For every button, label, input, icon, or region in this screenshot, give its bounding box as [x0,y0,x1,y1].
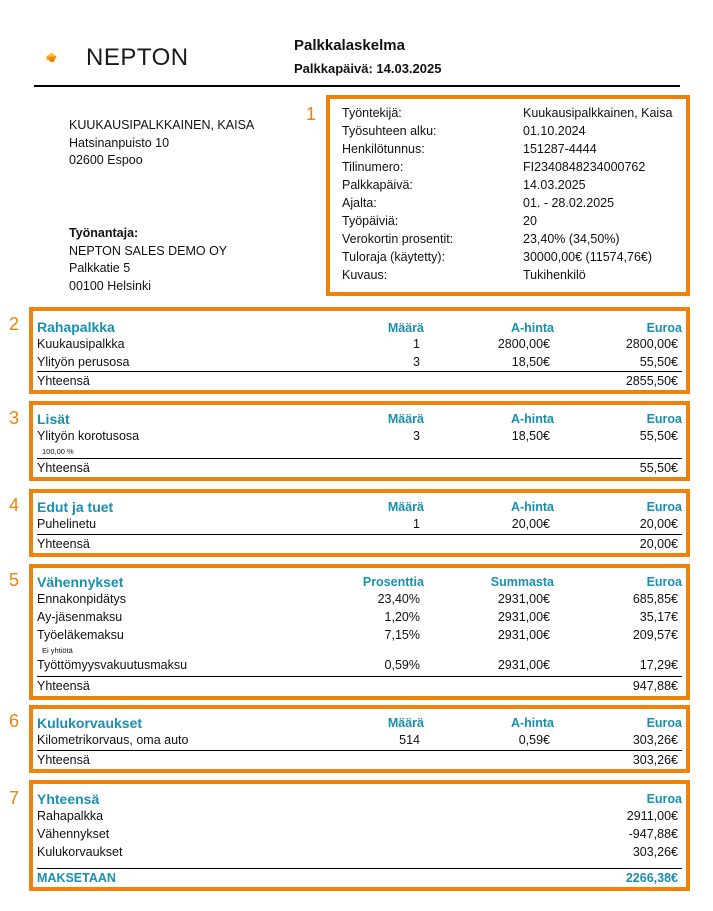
section-total [37,676,682,695]
row-amount: -947,88€ [628,827,678,841]
info-key: Työntekijä: [342,106,402,120]
row-percent: 7,15% [384,628,420,642]
col-header-unit-price: A-hinta [510,500,554,514]
net-pay-amount: 2266,38€ [625,871,678,885]
row-quantity: 1 [413,517,420,531]
row-label: Kulukorvaukset [37,845,123,859]
info-key: Työsuhteen alku: [342,124,437,138]
table-row [37,658,682,676]
row-label: Rahapalkka [37,809,104,823]
info-row [342,142,682,160]
row-label: Kuukausipalkka [37,337,125,351]
summary-row [37,809,682,827]
info-key: Henkilötunnus: [342,142,425,156]
row-amount: 20,00€ [639,517,678,531]
section-title: Lisät [37,411,70,427]
section-header [37,572,682,592]
summary-row [37,845,682,863]
section-title: Vähennykset [37,574,124,590]
section-title: Edut ja tuet [37,499,114,515]
section-title: Kulukorvaukset [37,715,143,731]
section-vahennykset [29,564,690,700]
row-base: 2931,00€ [497,610,550,624]
section-title: Rahapalkka [37,319,115,335]
info-row [342,124,682,142]
section-total [37,750,682,769]
section-edut-ja-tuet [29,489,690,557]
row-base: 2931,00€ [497,658,550,672]
marker-3: 3 [9,408,20,428]
total-label: Yhteensä [37,537,90,551]
table-row [37,610,682,628]
info-value: 151287-4444 [523,142,597,156]
info-row [342,250,682,268]
col-header-base: Summasta [490,575,554,589]
row-unit-price: 18,50€ [511,355,550,369]
employee-street: Hatsinanpuisto 10 [69,135,170,150]
logo-text: NEPTON [86,44,189,71]
nepton-logo [46,38,86,78]
marker-2: 2 [9,314,20,334]
row-label: Työttömyysvakuutusmaksu [37,658,188,672]
marker-4: 4 [9,495,20,515]
row-label: Vähennykset [37,827,110,841]
total-amount: 947,88€ [632,679,678,693]
row-label: Puhelinetu [37,517,97,531]
row-amount: 2800,00€ [625,337,678,351]
row-quantity: 514 [399,733,420,747]
info-row [342,196,682,214]
col-header-euros: Euroa [646,575,682,589]
col-header-euros: Euroa [646,792,682,806]
col-header-euros: Euroa [646,716,682,730]
col-header-unit-price: A-hinta [510,716,554,730]
row-percent: 0,59% [384,658,420,672]
table-row [37,592,682,610]
employee-name: KUUKAUSIPALKKAINEN, KAISA [69,118,255,132]
total-amount: 20,00€ [639,537,678,551]
info-row [342,178,682,196]
summary-row [37,827,682,845]
info-value: 20 [523,214,537,228]
total-amount: 55,50€ [639,461,678,475]
info-row [342,268,682,286]
total-label: Yhteensä [37,374,90,388]
col-header-euros: Euroa [646,500,682,514]
employer-street: Palkkatie 5 [69,261,131,275]
total-label: Yhteensä [37,753,90,767]
marker-1: 1 [306,104,317,124]
col-header-quantity: Määrä [387,716,424,730]
row-label: Kilometrikorvaus, oma auto [37,733,189,747]
section-total [37,371,682,390]
employer-address [69,225,227,295]
row-base: 2931,00€ [497,592,550,606]
col-header-unit-price: A-hinta [510,412,554,426]
row-label: Ylityön korotusosa [37,429,140,443]
table-row [37,517,682,535]
employee-address [69,117,254,170]
info-key: Kuvaus: [342,268,388,282]
info-row [342,214,682,232]
table-row [37,337,682,355]
row-unit-price: 20,00€ [511,517,550,531]
row-amount: 17,29€ [639,658,678,672]
row-amount: 55,50€ [639,429,678,443]
info-row [342,232,682,250]
col-header-quantity: Määrä [387,500,424,514]
info-value: FI2340848234000762 [523,160,646,174]
col-header-quantity: Määrä [387,412,424,426]
info-value: 01. - 28.02.2025 [523,196,615,210]
employee-info-box [326,95,690,296]
section-header [37,713,682,733]
info-key: Ajalta: [342,196,377,210]
pay-date-subtitle: Palkkapäivä: 14.03.2025 [294,61,442,76]
table-row [37,628,682,646]
col-header-euros: Euroa [646,321,682,335]
info-value: 14.03.2025 [523,178,586,192]
section-header [37,315,682,335]
marker-7: 7 [9,788,20,808]
marker-5: 5 [9,570,20,590]
marker-6: 6 [9,711,20,731]
table-row [37,429,682,447]
row-amount: 685,85€ [632,592,678,606]
total-label: Yhteensä [37,461,90,475]
row-amount: 55,50€ [639,355,678,369]
row-amount: 303,26€ [632,845,678,859]
page-title: Palkkalaskelma [294,37,405,54]
info-row [342,160,682,178]
info-key: Työpäiviä: [342,214,399,228]
row-quantity: 3 [413,429,420,443]
row-percent: 23,40% [377,592,420,606]
section-total [37,458,682,477]
logo-dot-4 [53,55,56,58]
employer-label: Työnantaja: [69,226,139,240]
info-value: 23,40% (34,50%) [523,232,620,246]
row-label: Ennakonpidätys [37,592,126,606]
col-header-unit-price: A-hinta [510,321,554,335]
col-header-percent: Prosenttia [362,575,424,589]
row-quantity: 3 [413,355,420,369]
row-amount: 2911,00€ [626,809,678,823]
row-amount: 303,26€ [632,733,678,747]
section-rahapalkka [29,307,690,394]
section-header [37,409,682,429]
table-row [37,733,682,751]
info-value: Kuukausipalkkainen, Kaisa [523,106,673,120]
info-value: 01.10.2024 [523,124,586,138]
row-quantity: 1 [413,337,420,351]
employer-name: NEPTON SALES DEMO OY [69,243,228,258]
section-lisat [29,401,690,481]
row-percent: 1,20% [384,610,420,624]
section-total [37,534,682,553]
info-key: Tilinumero: [342,160,404,174]
section-title: Yhteensä [37,791,100,807]
net-pay-label: MAKSETAAN [37,871,116,885]
employee-city: 02600 Espoo [69,153,143,167]
row-unit-price: 18,50€ [511,429,550,443]
row-note: 100,00 % [42,447,74,456]
info-key: Verokortin prosentit: [342,232,454,246]
row-label: Työeläkemaksu [37,628,124,642]
info-key: Palkkapäivä: [342,178,413,192]
total-label: Yhteensä [37,679,90,693]
employer-city: 00100 Helsinki [69,278,151,293]
total-amount: 2855,50€ [625,374,678,388]
col-header-euros: Euroa [646,412,682,426]
row-amount: 35,17€ [639,610,678,624]
col-header-quantity: Määrä [387,321,424,335]
info-key: Tuloraja (käytetty): [342,250,446,264]
row-label: Ylityön perusosa [37,355,130,369]
section-kulukorvaukset [29,705,690,773]
section-header [37,497,682,517]
info-row [342,106,682,124]
net-pay-row [37,868,682,887]
row-label: Ay-jäsenmaksu [37,610,123,624]
section-yhteensa [29,780,690,891]
row-unit-price: 0,59€ [518,733,550,747]
row-unit-price: 2800,00€ [497,337,550,351]
row-base: 2931,00€ [497,628,550,642]
total-amount: 303,26€ [632,753,678,767]
row-note: Ei yhtiötä [42,646,73,655]
header-divider [34,85,680,87]
row-amount: 209,57€ [632,628,678,642]
info-value: Tukihenkilö [523,268,586,282]
info-value: 30000,00€ (11574,76€) [523,250,653,264]
section-header [37,788,682,808]
